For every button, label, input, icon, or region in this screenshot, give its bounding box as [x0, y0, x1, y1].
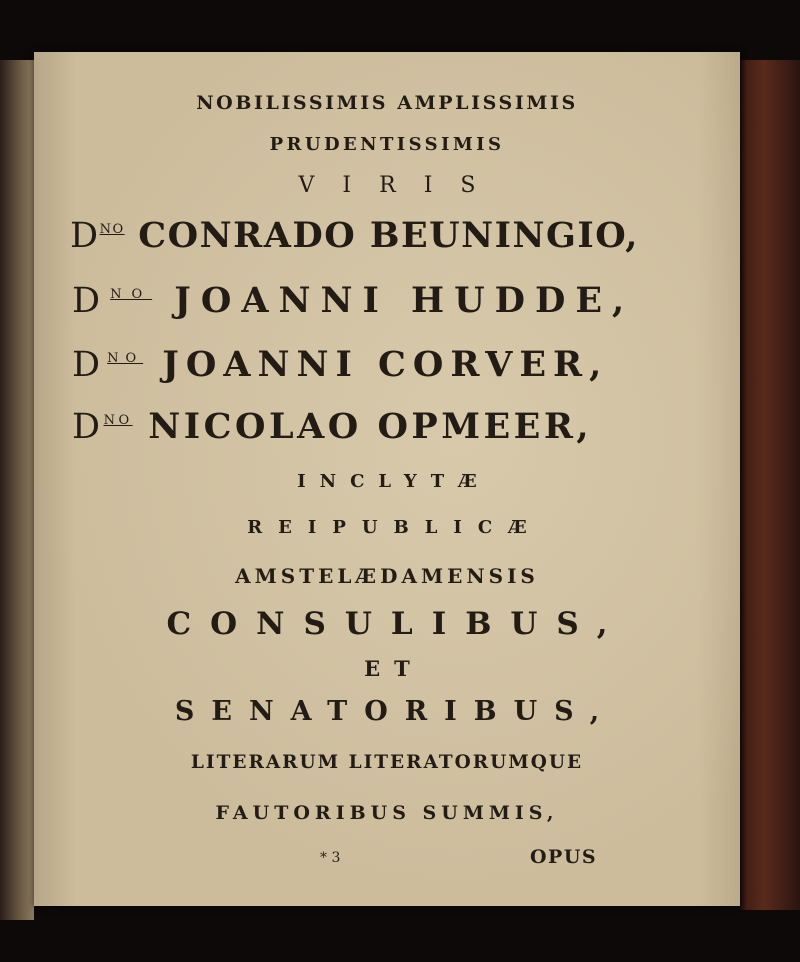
dedicatee-name: CONRADO BEUNINGIO, — [138, 215, 639, 256]
book-binding-edge — [740, 60, 800, 910]
signature-mark: * 3 — [320, 850, 341, 866]
dedication-line-inclytae: INCLYTÆ — [297, 471, 491, 492]
dedicatee-name: NICOLAO OPMEER, — [148, 406, 593, 447]
dedication-line-viris: VIRIS — [298, 173, 504, 198]
catchword: OPUS — [530, 846, 598, 868]
dedication-line-amstelaedamensis: AMSTELÆDAMENSIS — [235, 564, 539, 588]
dedication-line-nobilissimis: NOBILISSIMIS AMPLISSIMIS — [196, 92, 578, 114]
dominus-abbreviation: $D^{NO}$ — [72, 345, 144, 385]
dedication-page — [34, 52, 740, 906]
dedication-line-reipublicae: REIPUBLICÆ — [247, 517, 543, 538]
dedicatee-name: JOANNI HUDDE, — [174, 280, 635, 321]
dedication-line-senatoribus: SENATORIBUS, — [174, 696, 617, 727]
dominus-abbreviation: $D^{NO}$ — [72, 281, 153, 321]
left-page-edge — [0, 60, 34, 920]
dedication-line-literarum: LITERARUM LITERATORUMQUE — [190, 752, 584, 773]
dedication-line-et: ET — [364, 656, 424, 681]
dedicatee-name: JOANNI CORVER, — [162, 344, 609, 385]
dominus-abbreviation: $D^{NO}$ — [70, 216, 125, 256]
dedication-line-consulibus: CONSULIBUS, — [166, 606, 627, 642]
dedicatee-nicolao-opmeer — [72, 406, 778, 447]
dedicatee-joanni-corver — [72, 344, 778, 385]
dedication-line-fautoribus: FAUTORIBUS SUMMIS, — [215, 802, 559, 824]
dedication-line-prudentissimis: PRUDENTISSIMIS — [269, 134, 505, 155]
dedicatee-joanni-hudde — [72, 280, 778, 321]
dominus-abbreviation: $D^{NO}$ — [72, 407, 133, 447]
dedicatee-conrado-beuningio — [70, 215, 776, 256]
